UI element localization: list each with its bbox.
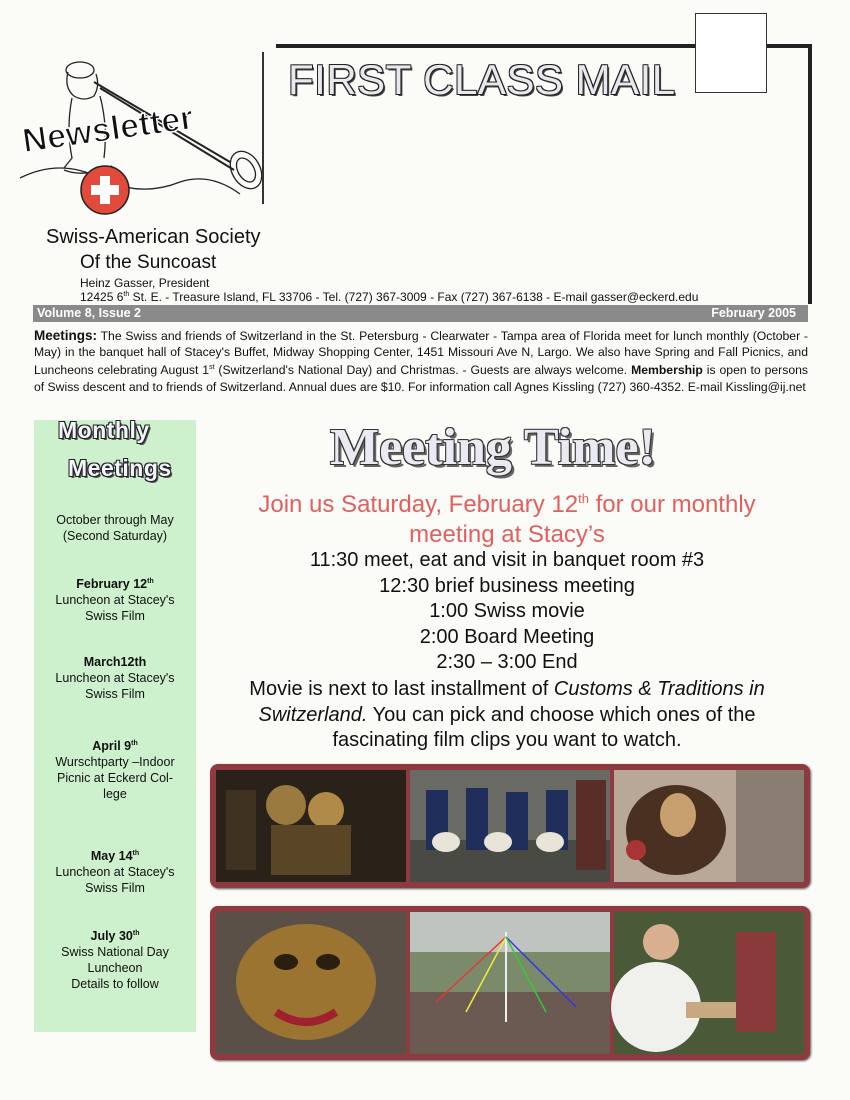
- schedule-item: 2:30 – 3:00 End: [436, 651, 578, 673]
- schedule-item: 11:30 meet, eat and visit in banquet room #3: [309, 549, 705, 571]
- meeting-time-headline: Meeting Time!: [330, 419, 656, 476]
- issue-date: February 2005: [711, 306, 796, 320]
- sidebar-title-2: Meetings: [68, 455, 172, 481]
- society-name: Swiss-American Society: [46, 226, 261, 248]
- event-item: [34, 574, 196, 624]
- event-item: [34, 846, 196, 896]
- event-date: July 30th: [90, 929, 140, 944]
- invitation-text: Join us Saturday, February 12th for our monthly meeting at Stacy’s: [258, 491, 756, 548]
- photo-maypole-square: [410, 912, 610, 1054]
- schedule-item: 12:30 brief business meeting: [379, 574, 635, 597]
- period-line: October through May: [56, 513, 174, 527]
- sidebar-title-1: Monthly: [58, 417, 150, 443]
- president-line: Heinz Gasser, President: [80, 276, 210, 290]
- photo-strip-top: [210, 764, 810, 888]
- meeting-schedule: [210, 548, 804, 676]
- intro-paragraph: Meetings: The Swiss and friends of Switzerland in the St. Petersburg - Clearwater - Tampa area of Florida meet for lunch monthly (October - May) in the banquet hall of Stacey's Buffet, Midway Shopping Center, 1451 Missouri Ave N, Largo. We also have Spring and Fall Picnics, and Luncheons celebrating August 1st (Switzerland's National Day) and Christmas. - Guests are always welcome. Membership is open to persons of Swiss descent and to friends of Switzerland. Annual dues are $10. For information call Agnes Kissling (727) 360-4352. E-mail Kissling@ij.net: [34, 328, 808, 394]
- newsletter-logo: [20, 58, 270, 218]
- stamp-box: [695, 13, 767, 93]
- schedule-item: 1:00 Swiss movie: [429, 600, 585, 622]
- event-line: Luncheon at Stacey's: [55, 671, 175, 685]
- event-line: Swiss National Day: [61, 945, 169, 960]
- event-line: Luncheon: [87, 961, 143, 976]
- event-date: February 12th: [76, 577, 154, 592]
- schedule-item: 2:00 Board Meeting: [419, 625, 595, 648]
- event-item: [34, 926, 196, 992]
- photo-furry-mask-costume: [614, 770, 804, 882]
- event-line: lege: [103, 787, 127, 802]
- meeting-period: [34, 512, 196, 544]
- monthly-meetings-sidebar: [34, 417, 196, 1032]
- photo-masked-figures: [216, 770, 406, 882]
- mail-class-title: FIRST CLASS MAIL: [288, 56, 676, 103]
- event-line: Swiss Film: [85, 687, 145, 701]
- society-subname: Of the Suncoast: [80, 252, 217, 273]
- swiss-cross-icon: [81, 166, 129, 214]
- issue-bar: [33, 305, 808, 322]
- photo-drummers-parade: [410, 770, 610, 882]
- volume-issue: Volume 8, Issue 2: [37, 306, 141, 320]
- event-line: Luncheon at Stacey's: [55, 593, 175, 608]
- period-line: (Second Saturday): [62, 529, 168, 543]
- movie-description: Movie is next to last installment of Customs & Traditions in Switzerland. You can pick and choose which ones of the fascinating film clips you want to watch.: [249, 678, 765, 751]
- event-date: March12th: [83, 655, 147, 669]
- event-item: [34, 654, 196, 702]
- photo-strip-bottom: [210, 906, 810, 1060]
- logo-wordmark: Newsletter: [20, 98, 196, 161]
- event-line: Swiss Film: [85, 609, 145, 624]
- event-line: Luncheon at Stacey's: [55, 865, 175, 880]
- event-line: Swiss Film: [85, 881, 145, 896]
- photo-golden-mask: [216, 912, 406, 1054]
- event-date: May 14th: [90, 849, 140, 864]
- address-line: 12425 6th St. E. - Treasure Island, FL 33706 - Tel. (727) 367-3009 - Fax (727) 367-6138 - E-mail gasser@eckerd.edu: [80, 290, 699, 304]
- event-line: Picnic at Eckerd Col-: [56, 771, 173, 786]
- photo-woman-craft: [611, 912, 804, 1054]
- event-line: Wurschtparty –Indoor: [55, 755, 175, 770]
- event-line: Details to follow: [71, 977, 159, 992]
- masthead-divider: [262, 52, 264, 204]
- event-item: [34, 736, 196, 802]
- event-date: April 9th: [92, 739, 138, 754]
